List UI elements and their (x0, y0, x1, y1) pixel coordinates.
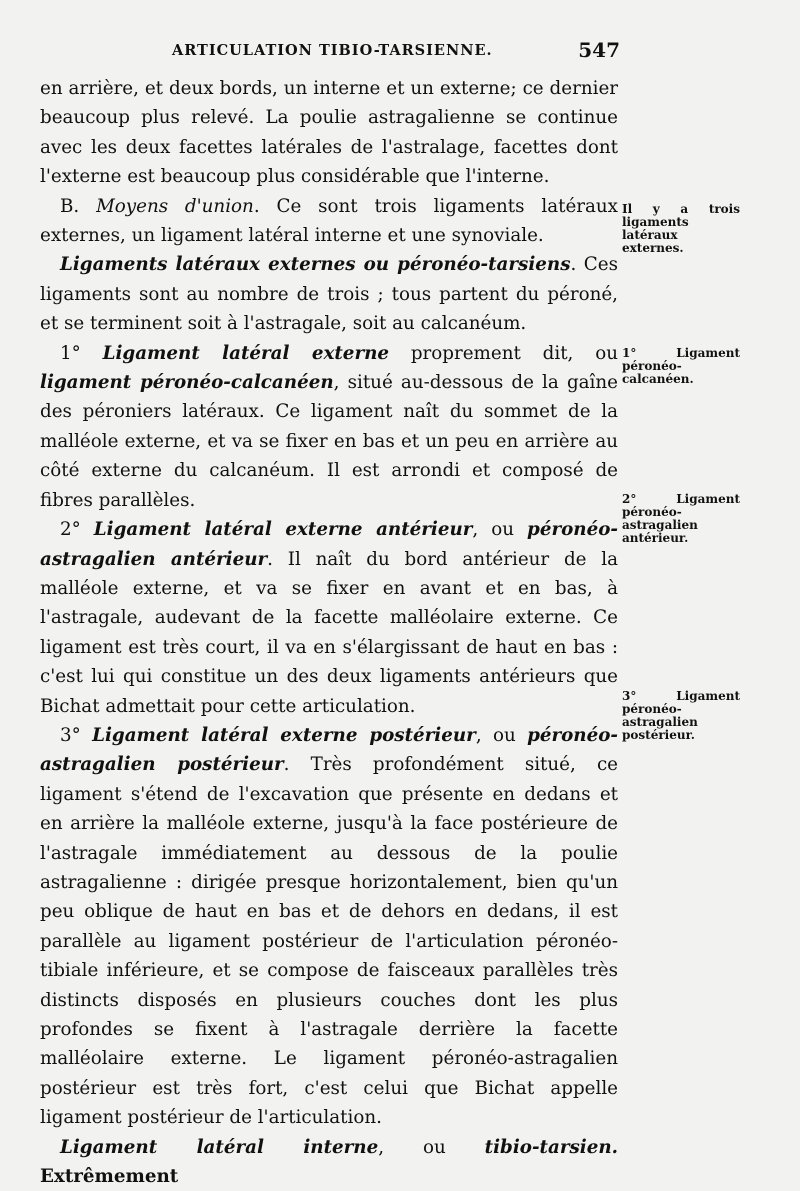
margin-note: Il y a trois ligaments latéraux externes. (622, 202, 740, 255)
running-head: ARTICULATION TIBIO-TARSIENNE. (172, 42, 493, 59)
section-heading-moyens-union: Moyens d'union (96, 195, 254, 217)
paragraph-ligaments-externes: Ligaments latéraux externes ou péronéo-tarsiens. Ces ligaments sont au nombre de trois ; tous partent du péroné, et se terminent soit à l'astragale, soit au calcanéum. (40, 254, 618, 335)
paragraph-poulie: en arrière, et deux bords, un interne et un externe; ce dernier beaucoup plus relevé. La poulie astragalienne se continue avec les deux facettes latérales de l'astralage, facettes dont l'externe est beaucoup plus considérable que l'interne. (40, 78, 618, 188)
paragraph-moyens-union: B. Moyens d'union. Ce sont trois ligaments latéraux externes, un ligament latéral interne et une synoviale. (40, 195, 618, 247)
alt-name-ligament-3: péronéo-astragalien postérieur (40, 724, 619, 776)
alt-name-ligament-2: péronéo-astragalien antérieur (40, 519, 618, 570)
page-number: 547 (578, 38, 620, 62)
page-header (40, 38, 620, 66)
paragraph-ligament-2: 2° Ligament latéral externe antérieur, ou péronéo-astragalien antérieur. Il naît du bord antérieur de la malléole externe, et va se fixer en avant et en bas, à l'astragale, audevant de la facette malléolaire externe. Ce ligament est très court, il va en s'élargissant de haut en bas : c'est lui qui constitue un des deux ligaments antérieurs que Bichat admettait pour cette articulation. (40, 519, 618, 717)
paragraph-ligament-1: 1° Ligament latéral externe proprement dit, ou ligament péronéo-calcanéen, situé au-dessous de la gaîne des péroniers latéraux. Ce ligament naît du sommet de la malléole externe, et va se fixer en bas et un peu en arrière au côté externe du calcanéum. Il est arrondi et composé de fibres parallèles. (40, 342, 618, 511)
alt-name-ligament-1: ligament péronéo-calcanéen (40, 372, 334, 394)
heading-ligament-interne: Ligament latéral interne (60, 1136, 379, 1158)
heading-ligament-2: Ligament latéral externe antérieur (93, 519, 473, 541)
margin-note: 3° Ligament péronéo-astragalien postérieur. (622, 689, 740, 742)
paragraph-ligament-3: 3° Ligament latéral externe postérieur, ou péronéo-astragalien postérieur. Très profondément situé, ce ligament s'étend de l'excavation que présente en dedans et en arrière la malléole externe, jusqu'à la face postérieure de l'astragale immédiatement au dessous de la poulie astragalienne : dirigée presque horizontalement, bien qu'un peu oblique de haut en bas et de dehors en dedans, il est parallèle au ligament postérieur de l'articulation péronéo-tibiale inférieure, et se compose de faisceaux parallèles très distincts disposés en plusieurs couches dont les plus profondes se fixent à l'astragale derrière la facette malléolaire externe. Le ligament péronéo-astragalien postérieur est très fort, c'est celui que Bichat appelle ligament postérieur de l'articulation. (40, 724, 619, 1129)
section-heading-ligaments-externes: Ligaments latéraux externes ou péronéo-tarsiens (60, 254, 571, 276)
margin-note: 1° Ligament péronéo-calcanéen. (622, 346, 740, 386)
alt-name-ligament-interne: tibio-tarsien. (484, 1136, 618, 1158)
body-text (40, 74, 618, 1191)
paragraph-ligament-interne: Ligament latéral interne, ou tibio-tarsien. Extrêmement (40, 1136, 618, 1188)
heading-ligament-1: Ligament latéral externe (102, 342, 389, 364)
margin-note: 2° Ligament péronéo-astragalien antérieur. (622, 492, 740, 545)
heading-ligament-3: Ligament latéral externe postérieur (92, 724, 476, 746)
